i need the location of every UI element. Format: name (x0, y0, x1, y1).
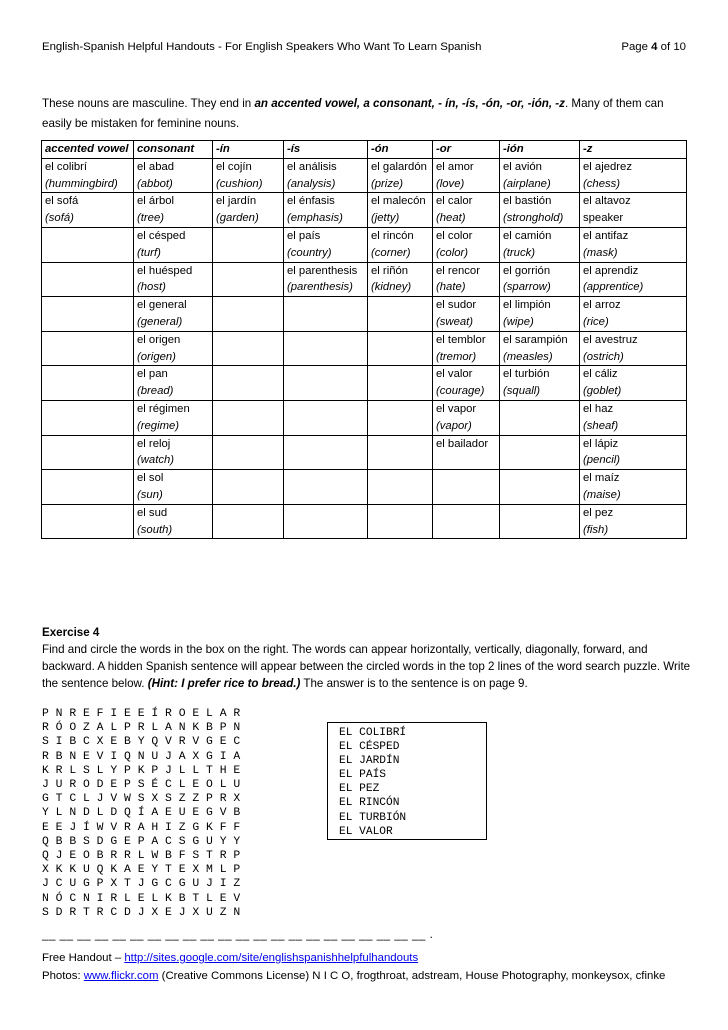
table-cell (42, 435, 134, 470)
table-cell (284, 262, 368, 297)
english-translation: (sheaf) (583, 419, 619, 432)
spanish-noun: el color (436, 229, 473, 242)
english-translation: speaker (583, 212, 624, 225)
table-row (42, 227, 687, 262)
english-translation: (airplane) (503, 177, 551, 190)
spanish-noun: el vapor (436, 402, 477, 415)
table-cell (42, 193, 134, 228)
table-cell (433, 262, 500, 297)
english-translation: (sofá) (45, 212, 74, 225)
puzzle-row: S D R T R C D J X E J X U Z N (42, 906, 241, 919)
word-list-item: EL CÉSPED (339, 741, 400, 754)
english-translation: (ostrich) (583, 350, 624, 363)
table-cell (284, 470, 368, 505)
page-number: Page 4 of 10 (621, 41, 686, 53)
puzzle-row: R Ó O Z A L P R L A N K B P N (42, 722, 241, 735)
english-translation: (general) (137, 315, 183, 328)
table-cell (368, 262, 433, 297)
english-translation: (garden) (216, 212, 259, 225)
table-cell (433, 158, 500, 193)
word-list-item: EL PAÍS (339, 769, 386, 782)
table-cell (368, 400, 433, 435)
puzzle-row: K R L S L Y P K P J L L T H E (42, 764, 241, 777)
english-translation: (country) (287, 246, 332, 259)
word-list-box (327, 722, 487, 840)
spanish-noun: el césped (137, 229, 186, 242)
table-cell (134, 435, 213, 470)
spanish-noun: el general (137, 299, 187, 312)
word-list-item: EL TURBIÓN (339, 811, 407, 824)
spanish-noun: el bastión (503, 195, 552, 208)
table-cell (134, 400, 213, 435)
table-cell (433, 331, 500, 366)
header-title: English-Spanish Helpful Handouts - For English Speakers Who Want To Learn Spanish (42, 41, 482, 53)
table-cell (500, 158, 580, 193)
spanish-noun: el cáliz (583, 368, 618, 381)
intro-endings: an accented vowel, a consonant, - ín, -ís, -ón, -or, -ión, -z (254, 97, 565, 110)
puzzle-row: J U R O D E P S É C L E O L U (42, 779, 241, 792)
table-cell (213, 297, 284, 332)
table-cell (500, 504, 580, 539)
spanish-noun: el rincón (371, 229, 414, 242)
english-translation: (chess) (583, 177, 621, 190)
table-cell (42, 366, 134, 401)
table-row (42, 400, 687, 435)
puzzle-row: N Ó C N I R L E L K B T L E V (42, 892, 241, 905)
table-row (42, 262, 687, 297)
english-translation: (courage) (436, 385, 485, 398)
spanish-noun: el aprendiz (583, 264, 639, 277)
english-translation: (rice) (583, 315, 609, 328)
table-cell (213, 227, 284, 262)
english-translation: (mask) (583, 246, 618, 259)
table-cell (284, 366, 368, 401)
column-header: -ín (213, 141, 284, 159)
word-list-item: EL JARDÍN (339, 755, 400, 768)
english-translation: (tremor) (436, 350, 477, 363)
spanish-noun: el galardón (371, 160, 427, 173)
spanish-noun: el avestruz (583, 333, 638, 346)
english-translation: (cushion) (216, 177, 263, 190)
puzzle-row: E E J Í W V R A H I Z G K F F (42, 821, 241, 834)
table-cell (42, 297, 134, 332)
spanish-noun: el limpión (503, 299, 551, 312)
english-translation: (jetty) (371, 212, 400, 225)
english-translation: (origen) (137, 350, 176, 363)
puzzle-row: P N R E F I E E Í R O E L A R (42, 708, 241, 720)
english-translation: (turf) (137, 246, 161, 259)
table-cell (42, 227, 134, 262)
english-translation: (prize) (371, 177, 404, 190)
english-translation: (tree) (137, 212, 164, 225)
spanish-noun: el amor (436, 160, 474, 173)
spanish-noun: el cojín (216, 160, 252, 173)
english-translation: (color) (436, 246, 469, 259)
spanish-noun: el parenthesis (287, 264, 358, 277)
puzzle-row: Y L N D L D Q Í A E U E G V B (42, 807, 241, 820)
table-cell (134, 470, 213, 505)
table-cell (500, 297, 580, 332)
exercise-section (42, 624, 692, 692)
table-row (42, 331, 687, 366)
english-translation: (analysis) (287, 177, 336, 190)
table-cell (500, 366, 580, 401)
table-cell (134, 331, 213, 366)
spanish-noun: el avión (503, 160, 542, 173)
column-header: -z (580, 141, 687, 159)
spanish-noun: el maíz (583, 472, 620, 485)
english-translation: (bread) (137, 385, 174, 398)
table-cell (368, 227, 433, 262)
spanish-noun: el calor (436, 195, 473, 208)
table-cell (580, 400, 687, 435)
table-cell (42, 470, 134, 505)
word-list-item: EL RINCÓN (339, 797, 400, 810)
puzzle-row: J C U G P X T J G C G U J I Z (42, 878, 241, 891)
english-translation: (sparrow) (503, 281, 551, 294)
spanish-noun: el reloj (137, 437, 171, 450)
table-cell (368, 470, 433, 505)
table-cell (284, 227, 368, 262)
table-row (42, 297, 687, 332)
english-translation: (watch) (137, 454, 175, 467)
table-row (42, 193, 687, 228)
answer-blanks[interactable]: __ __ __ __ __ __ __ __ __ __ __ __ __ __ __ __ __ __ __ __ __ __ . (42, 928, 434, 941)
english-translation: (maise) (583, 488, 621, 501)
table-cell (580, 297, 687, 332)
column-header: -ón (368, 141, 433, 159)
english-translation: (pencil) (583, 454, 621, 467)
table-cell (42, 262, 134, 297)
table-cell (433, 227, 500, 262)
table-cell (134, 262, 213, 297)
table-cell (368, 297, 433, 332)
table-cell (433, 504, 500, 539)
english-translation: (squall) (503, 385, 541, 398)
spanish-noun: el país (287, 229, 321, 242)
table-cell (500, 331, 580, 366)
english-translation: (stronghold) (503, 212, 564, 225)
table-cell (213, 262, 284, 297)
table-cell (42, 400, 134, 435)
table-cell (134, 504, 213, 539)
table-cell (500, 262, 580, 297)
table-cell (134, 366, 213, 401)
puzzle-row: G T C L J V W S X S Z Z P R X (42, 793, 241, 806)
english-translation: (love) (436, 177, 465, 190)
table-cell (433, 193, 500, 228)
table-row (42, 366, 687, 401)
nouns-table (41, 140, 687, 539)
exercise-instructions: Find and circle the words in the box on the right. The words can appear horizontally, vertically, diagonally, forward, and backward. A hidden Spanish sentence will appear between the circled words in the top 2 lines of the word search puzzle. Write the sentence below. (Hint: I prefer rice to bread.) The answer is to the sentence is on page 9. (42, 643, 691, 690)
table-cell (580, 158, 687, 193)
table-cell (368, 435, 433, 470)
spanish-noun: el énfasis (287, 195, 335, 208)
spanish-noun: el antifaz (583, 229, 629, 242)
footer-line-2: Photos: www.flickr.com (Creative Commons License) N I C O, frogthroat, adstream, House Photography, monkeysox, cfinke (42, 969, 666, 982)
intro-paragraph (42, 94, 692, 134)
spanish-noun: el abad (137, 160, 175, 173)
table-cell (42, 331, 134, 366)
table-cell (433, 297, 500, 332)
spanish-noun: el rencor (436, 264, 480, 277)
puzzle-row: R B N E V I Q N U J A X G I A (42, 750, 241, 763)
spanish-noun: el huésped (137, 264, 193, 277)
table-cell (500, 193, 580, 228)
spanish-noun: el jardín (216, 195, 257, 208)
footer-line-1: Free Handout – http://sites.google.com/site/englishspanishhelpfulhandouts (42, 952, 419, 964)
table-cell (433, 435, 500, 470)
spanish-noun: el sarampión (503, 333, 568, 346)
table-cell (433, 400, 500, 435)
spanish-noun: el altavoz (583, 195, 631, 208)
intro-text-end: . Many of them can easily be mistaken for feminine nouns. (42, 97, 664, 130)
english-translation: (corner) (371, 246, 411, 259)
table-cell (580, 227, 687, 262)
spanish-noun: el camión (503, 229, 552, 242)
spanish-noun: el malecón (371, 195, 426, 208)
spanish-noun: el haz (583, 402, 614, 415)
english-translation: (parenthesis) (287, 281, 353, 294)
spanish-noun: el valor (436, 368, 473, 381)
intro-text: These nouns are masculine. They end in (42, 97, 255, 110)
spanish-noun: el sofá (45, 195, 79, 208)
flickr-link[interactable]: www.flickr.com (83, 969, 159, 982)
table-cell (213, 504, 284, 539)
table-cell (500, 227, 580, 262)
table-cell (368, 504, 433, 539)
english-translation: (truck) (503, 246, 536, 259)
english-translation: (measles) (503, 350, 553, 363)
english-translation: (sun) (137, 488, 163, 501)
table-cell (134, 227, 213, 262)
exercise-hint: (Hint: I prefer rice to bread.) (147, 677, 301, 690)
spanish-noun: el origen (137, 333, 181, 346)
english-translation: (host) (137, 281, 166, 294)
table-cell (213, 435, 284, 470)
spanish-noun: el sol (137, 472, 164, 485)
puzzle-row: Q B B S D G E P A C S G U Y Y (42, 835, 241, 848)
table-cell (134, 158, 213, 193)
table-cell (134, 297, 213, 332)
table-cell (213, 400, 284, 435)
spanish-noun: el temblor (436, 333, 486, 346)
column-header: -or (433, 141, 500, 159)
table-cell (213, 158, 284, 193)
table-cell (580, 470, 687, 505)
english-translation: (emphasis) (287, 212, 343, 225)
table-cell (368, 158, 433, 193)
table-row (42, 158, 687, 193)
english-translation: (kidney) (371, 281, 412, 294)
table-cell (213, 366, 284, 401)
spanish-noun: el riñón (371, 264, 409, 277)
table-cell (580, 435, 687, 470)
table-cell (368, 193, 433, 228)
spanish-noun: el análisis (287, 160, 337, 173)
table-cell (42, 504, 134, 539)
english-translation: (heat) (436, 212, 466, 225)
table-cell (580, 262, 687, 297)
table-cell (433, 366, 500, 401)
spanish-noun: el lápiz (583, 437, 619, 450)
spanish-noun: el bailador (436, 437, 489, 450)
word-list-item: EL PEZ (339, 783, 380, 796)
column-header: -ión (500, 141, 580, 159)
table-cell (284, 435, 368, 470)
table-cell (500, 470, 580, 505)
column-header: accented vowel (42, 141, 134, 159)
puzzle-row: Q J E O B R R L W B F S T R P (42, 850, 241, 863)
table-cell (284, 504, 368, 539)
table-cell (500, 435, 580, 470)
english-translation: (wipe) (503, 315, 534, 328)
spanish-noun: el turbión (503, 368, 550, 381)
word-list-item: EL VALOR (339, 825, 393, 838)
spanish-noun: el arroz (583, 299, 621, 312)
table-cell (433, 470, 500, 505)
table-cell (580, 366, 687, 401)
exercise-title: Exercise 4 (42, 626, 100, 639)
english-translation: (goblet) (583, 385, 622, 398)
english-translation: (sweat) (436, 315, 474, 328)
word-search-grid (42, 707, 240, 920)
puzzle-row: S I B C X E B Y Q V R V G E C (42, 736, 241, 749)
table-cell (284, 400, 368, 435)
table-row (42, 435, 687, 470)
table-header-row (42, 141, 687, 159)
word-list-item: EL COLIBRÍ (339, 727, 407, 739)
spanish-noun: el régimen (137, 402, 190, 415)
spanish-noun: el sudor (436, 299, 477, 312)
table-cell (213, 331, 284, 366)
table-row (42, 470, 687, 505)
english-translation: (fish) (583, 523, 609, 536)
table-cell (580, 331, 687, 366)
english-translation: (apprentice) (583, 281, 644, 294)
table-cell (368, 366, 433, 401)
english-translation: (vapor) (436, 419, 472, 432)
table-cell (368, 331, 433, 366)
english-translation: (regime) (137, 419, 180, 432)
english-translation: (hummingbird) (45, 177, 118, 190)
table-row (42, 504, 687, 539)
spanish-noun: el pan (137, 368, 168, 381)
table-cell (284, 297, 368, 332)
spanish-noun: el ajedrez (583, 160, 632, 173)
spanish-noun: el pez (583, 506, 614, 519)
english-translation: (south) (137, 523, 173, 536)
spanish-noun: el gorrión (503, 264, 551, 277)
puzzle-row: X K K U Q K A E Y T E X M L P (42, 864, 241, 877)
table-cell (284, 193, 368, 228)
table-cell (284, 158, 368, 193)
table-cell (284, 331, 368, 366)
table-body (42, 158, 687, 539)
english-translation: (abbot) (137, 177, 173, 190)
handouts-link[interactable]: http://sites.google.com/site/englishspanishhelpfulhandouts (124, 952, 419, 964)
column-header: -ís (284, 141, 368, 159)
table-cell (580, 504, 687, 539)
table-cell (213, 193, 284, 228)
table-cell (500, 400, 580, 435)
table-cell (134, 193, 213, 228)
spanish-noun: el colibrí (45, 160, 88, 173)
table-cell (580, 193, 687, 228)
english-translation: (hate) (436, 281, 466, 294)
column-header: consonant (134, 141, 213, 159)
page-footer (42, 950, 665, 985)
table-cell (42, 158, 134, 193)
table-cell (213, 470, 284, 505)
page-header (42, 41, 686, 53)
spanish-noun: el sud (137, 506, 168, 519)
spanish-noun: el árbol (137, 195, 175, 208)
